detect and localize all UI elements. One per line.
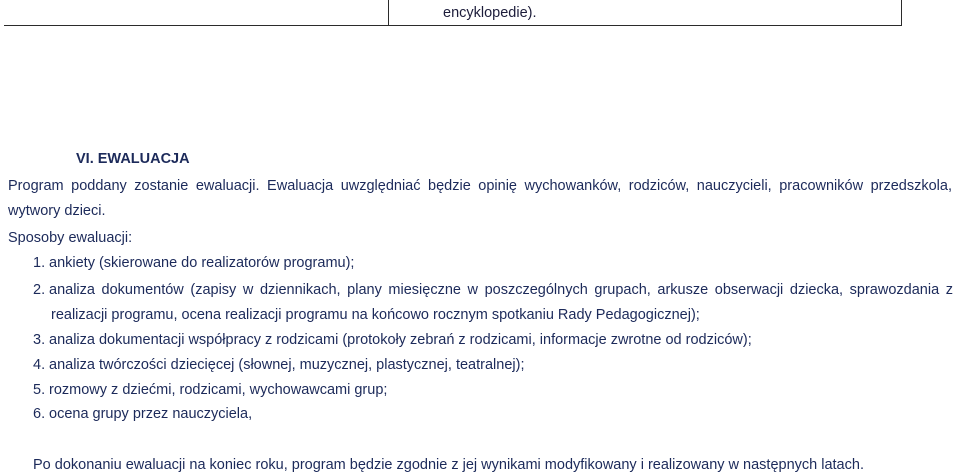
table-fragment <box>4 0 902 26</box>
list-number: 3. <box>33 332 46 348</box>
list-item <box>33 381 387 399</box>
intro-line-2: wytwory dzieci. <box>8 203 106 219</box>
list-text-continuation: realizacji programu, ocena realizacji programu na końcowo rocznym spotkaniu Rady Pedagogicznej); <box>51 307 700 323</box>
list-text: analiza dokumentów (zapisy w dziennikach, plany miesięczne w poszczególnych grupach, arkusze obserwacji dziecka, sprawozdania z <box>49 282 953 298</box>
list-number: 6. <box>33 406 46 422</box>
list-text: rozmowy z dziećmi, rodzicami, wychowawcami grup; <box>49 382 388 398</box>
list-text: ocena grupy przez nauczyciela, <box>49 406 253 422</box>
methods-label: Sposoby ewaluacji: <box>8 230 133 246</box>
list-item <box>33 405 252 423</box>
list-number: 1. <box>33 255 46 271</box>
table-cell-empty <box>4 0 389 26</box>
list-text: ankiety (skierowane do realizatorów programu); <box>49 255 355 271</box>
table-cell-text: encyklopedie). <box>389 0 902 26</box>
list-item <box>33 331 752 349</box>
list-text: analiza twórczości dziecięcej (słownej, muzycznej, plastycznej, teatralnej); <box>49 357 525 373</box>
list-number: 5. <box>33 382 46 398</box>
list-item <box>33 356 524 374</box>
list-number: 2. <box>33 282 46 298</box>
list-item <box>33 281 953 299</box>
intro-line-1: Program poddany zostanie ewaluacji. Ewaluacja uwzględniać będzie opinię wychowanków, rodziców, nauczycieli, pracowników przedszkola, <box>8 178 952 194</box>
closing-paragraph: Po dokonaniu ewaluacji na koniec roku, program będzie zgodnie z jej wynikami modyfikowany i realizowany w następnych latach. <box>33 457 864 473</box>
list-number: 4. <box>33 357 46 373</box>
list-item <box>33 254 354 272</box>
list-text: analiza dokumentacji współpracy z rodzicami (protokoły zebrań z rodzicami, informacje zwrotne od rodziców); <box>49 332 752 348</box>
section-heading: VI. EWALUACJA <box>76 151 190 167</box>
